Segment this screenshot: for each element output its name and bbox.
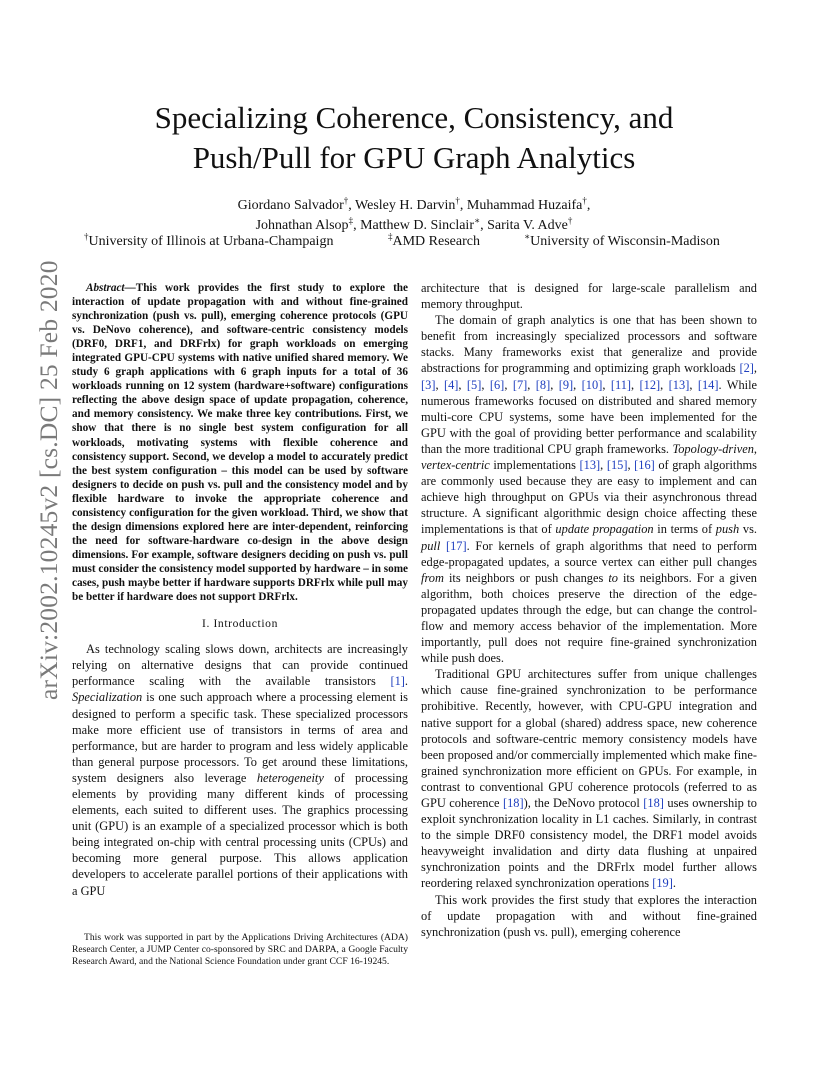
text-run: is one such approach where a processing element is designed to perform a specific task. These specialized processors make more efficient use of transistors in terms of area and performance, but are harder to program and less widely applicable than general purpose processors. To get around these limitations, system designers also leverage [72,690,408,785]
emphasis: update propagation [555,522,654,537]
affiliation-uw [524,233,720,251]
affiliation-text: University of Wisconsin-Madison [530,234,720,249]
author-name: Wesley H. Darvin [355,198,456,213]
text-run: . [404,674,408,689]
text-run: in terms of [653,522,716,537]
contribution-paragraph: This work provides the first study that explores the interaction of update propagation with and without fine-grained synchronization (push vs. pull), emerging coherence [421,892,757,939]
text-run: its neighbors or push changes [443,570,609,585]
section-heading: I. Introduction [202,617,278,631]
citation-link[interactable]: [19] [652,876,673,891]
citation-link[interactable]: [11] [610,377,632,392]
affiliation-text: University of Illinois at Urbana-Champaign [88,234,334,249]
citation-link[interactable]: [1] [390,674,405,689]
intro-paragraph [72,641,408,899]
author-name: Sarita V. Adve [487,218,568,233]
citation-link[interactable]: [9] [558,377,574,392]
affil-mark: † [84,231,89,242]
abstract-lead: Abstract [86,282,125,294]
abstract [72,281,408,604]
citation-link[interactable]: [4] [443,377,459,392]
left-column [72,281,408,899]
emphasis: Topology-driven [672,441,754,456]
text-run: its neighbors. For a given algorithm, both choices preserve the direction of the edge-propagated updates through the edge, but can change the control-flow and memory access behavior of the implementation. More importantly, pull does not require fine-grained synchronization while push does. [421,570,758,666]
emphasis: Specialization [72,690,143,705]
emphasis: from [421,570,444,585]
author-name: Muhammad Huzaifa [466,198,583,213]
affil-mark: † [567,215,573,226]
text-run: . [672,876,676,891]
citation-link[interactable]: [13] [579,458,601,473]
citation-link[interactable]: [10] [581,377,603,392]
citation-link[interactable]: [8] [535,377,551,392]
title-line-1: Specializing Coherence, Consistency, and [154,100,674,135]
right-column [421,280,757,940]
affil-mark: ∗ [524,231,531,242]
text-run: Traditional GPU architectures suffer from unique challenges which cause fine-grained synchronization to be performance prohibitive. Recently, however, with CPU-GPU integration and native support for a global (shared) address space, new coherence protocols and software-centric memory consistency models have been proposed and/or commercially implemented which make fine-grained synchronization more efficient on GPUs. For example, in contrast to conventional GPU coherence protocols (referred to as GPU coherence [421,667,757,810]
text-run: uses ownership to exploit synchronization locality in L1 caches. Similarly, in contrast to the simple DRF0 consistency model, the DRF1 model avoids heavyweight invalidation and dirty data flushing at unpaired synchronization points and the DRFrlx model further allows reordering relaxed synchronization operations [421,796,757,891]
citation-link[interactable]: [3] [421,377,436,392]
author-list: Giordano Salvador†, Wesley H. Darvin†, Muhammad Huzaifa†, Johnathan Alsop‡, Matthew D. Sinclair∗, Sarita V. Adve† [237,195,591,233]
affiliation-uiuc [84,233,333,251]
text-run: implementations [489,458,580,473]
arxiv-stamp [26,260,66,706]
citation-link[interactable]: [14] [697,377,719,392]
citation-link[interactable]: [18] [502,796,524,810]
graph-analytics-paragraph: The domain of graph analytics is one that has been shown to benefit from increasingly specialized processors and software stacks. Many frameworks exist that generalize and provide abstractions for programming and optimizing graph workloads [2], [3], [4], [5], [6], [7], [8], [9], [10], [11], [12], [13], [14]. While numerous frameworks focused on distributed and shared memory multi-core CPU systems, some have been implemented for the GPU with the goal of providing better performance and scalability than the more traditional CPU graph frameworks. Topology-driven, vertex-centric implementations [13], [15], [16] of graph algorithms are commonly used because they are easy to implement and can achieve high throughput on GPUs via their asynchronous thread structure. A significant algorithmic design choice affecting these implementations is that of update propagation in terms of push vs. pull [17]. For kernels of graph algorithms that need to perform edge-propagated updates, a source vertex can either pull changes from its neighbors or push changes to its neighbors. For a given algorithm, both choices preserve the direction of the edge-propagated updates through the edge, but can change the control-flow and memory access behavior of the implementation. More importantly, pull does not require fine-grained synchronization while push does. [421,313,758,666]
affiliation-text: AMD Research [392,234,480,249]
affil-mark: ‡ [388,231,393,242]
citation-link[interactable]: [17] [445,538,467,553]
emphasis: to [608,570,618,585]
citation-link[interactable]: [5] [466,377,482,392]
emphasis: heterogeneity [256,770,324,785]
citation-link[interactable]: [12] [639,377,661,392]
citation-link[interactable]: [18] [643,796,664,810]
title-line-2: Push/Pull for GPU Graph Analytics [192,140,636,175]
citation-link[interactable]: [13] [668,377,690,392]
affiliation-amd [388,233,480,251]
citation-link[interactable]: [7] [512,377,528,392]
text-run: As technology scaling slows down, architects are increasingly relying on alternative designs that can provide continued performance scaling with the available transistors [72,642,408,689]
text-run: The domain of graph analytics is one that has been shown to benefit from increasingly specialized processors and software stacks. Many frameworks exist that generalize and provide abstractions for programming and optimizing graph workloads [421,313,757,376]
arxiv-identifier: arXiv:2002.10245v2 [cs.DC] 25 Feb 2020 [34,260,63,700]
abstract-text: —This work provides the first study to explore the interaction of update propagation with and without fine-grained synchronization (push vs. pull), emerging coherence protocols (GPU vs. DeNovo coherence), and software-centric consistency models (DRF0, DRF1, and DRFrlx) for graph workloads on emerging integrated GPU-CPU systems with native unified shared memory. We study 6 graph applications with 6 graph inputs for a total of 36 workloads running on 12 system (hardware+software) configurations reflecting the above design space of update propagation, coherence, and memory consistency. We make three key contributions. First, we show that there is no single best system configuration for all workloads, motivating systems with flexible coherence and consistency support. Second, we develop a model to accurately predict the best system configuration – this model can be used by software designers to decide on push vs. pull and the consistency model and by flexible hardware to invoke the appropriate coherence and consistency configuration for the given workload. Third, we show that the design dimensions explored here are inter-dependent, reinforcing the need for software-hardware co-design in the above design dimensions. For example, software designers deciding on push vs. pull must consider the consistency model supported by hardware – in some cases, push maybe better if hardware supports DRFrlx while pull may be better if hardware does not support DRFrlx. [72,282,408,604]
gpu-architecture-paragraph [421,666,757,891]
affil-mark: ∗ [473,215,481,226]
text-run: . While numerous frameworks focused on distributed and shared memory multi-core CPU systems, some have been implemented for the GPU with the goal of providing better performance and scalability than the more traditional CPU graph frameworks. [421,377,758,456]
citation-link[interactable]: [6] [489,377,505,392]
author-name: Giordano Salvador [237,198,344,213]
text-run: ), the DeNovo protocol [523,796,644,810]
text-run: vs. [739,522,757,537]
author-name: Matthew D. Sinclair [360,218,474,233]
text-run: . For kernels of graph algorithms that need to perform edge-propagated updates, a source vertex can either pull changes [421,538,757,569]
affil-mark: ‡ [348,215,354,226]
citation-link[interactable]: [15] [606,458,628,473]
emphasis: push [715,522,740,537]
citation-link[interactable]: [2] [739,361,754,376]
author-name: Johnathan Alsop [255,218,349,233]
emphasis: vertex-centric [421,458,490,473]
paper-title [80,98,748,178]
affil-mark: † [343,195,349,206]
affil-mark: † [455,195,460,206]
text-run: , [753,441,757,456]
text-run: of processing elements by providing many different kinds of processing elements, each suited to different uses. The graphics processing unit (GPU) is an example of a specialized processor which is both being integrated on-chip with central processing units (CPUs) and becoming more general purpose. This allows application developers to accelerate parallel portions of their applications with a GPU [72,770,408,898]
text-run: of graph algorithms are commonly used because they are easy to implement and can achieve high throughput on GPUs via their asynchronous thread structure. A significant algorithmic design choice affecting these implementations is that of [421,458,757,537]
footnote [72,932,408,968]
footnote-text: This work was supported in part by the Applications Driving Architectures (ADA) Research Center, a JUMP Center co-sponsored by SRC and DARPA, a Google Faculty Research Award, and the National Science Foundation under grant CCF 16-19245. [72,932,408,967]
continued-paragraph: architecture that is designed for large-scale parallelism and memory throughput. [421,281,757,312]
emphasis: pull [421,538,441,553]
citation-link[interactable]: [16] [634,458,655,473]
affil-mark: † [582,195,587,206]
